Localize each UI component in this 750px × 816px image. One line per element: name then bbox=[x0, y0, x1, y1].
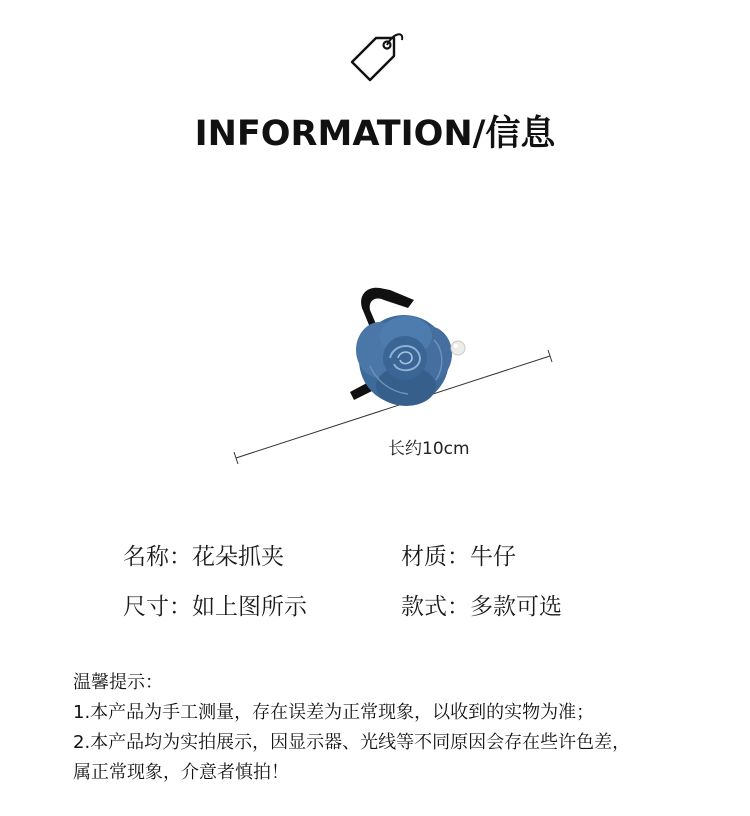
notes-section bbox=[73, 668, 733, 788]
spec-row bbox=[123, 588, 683, 638]
note-line-2: 2.本产品均为实拍展示，因显示器、光线等不同原因会存在些许色差， bbox=[73, 732, 631, 753]
pearl bbox=[451, 341, 465, 355]
spec-name: 名称：花朵抓夹 bbox=[123, 544, 284, 570]
spec-material: 材质：牛仔 bbox=[401, 544, 516, 570]
price-tag-icon bbox=[346, 26, 406, 86]
spec-style: 款式：多款可选 bbox=[401, 594, 562, 620]
notes-heading: 温馨提示： bbox=[73, 672, 163, 693]
spec-row bbox=[123, 538, 683, 588]
length-label: 长约10cm bbox=[388, 439, 470, 459]
spec-size: 尺寸：如上图所示 bbox=[123, 594, 307, 620]
note-line-3: 属正常现象，介意者慎拍！ bbox=[73, 762, 289, 783]
note-line-1: 1.本产品为手工测量，存在误差为正常现象，以收到的实物为准； bbox=[73, 702, 595, 723]
spec-table bbox=[123, 538, 683, 638]
page-title: INFORMATION/信息 bbox=[194, 114, 556, 154]
